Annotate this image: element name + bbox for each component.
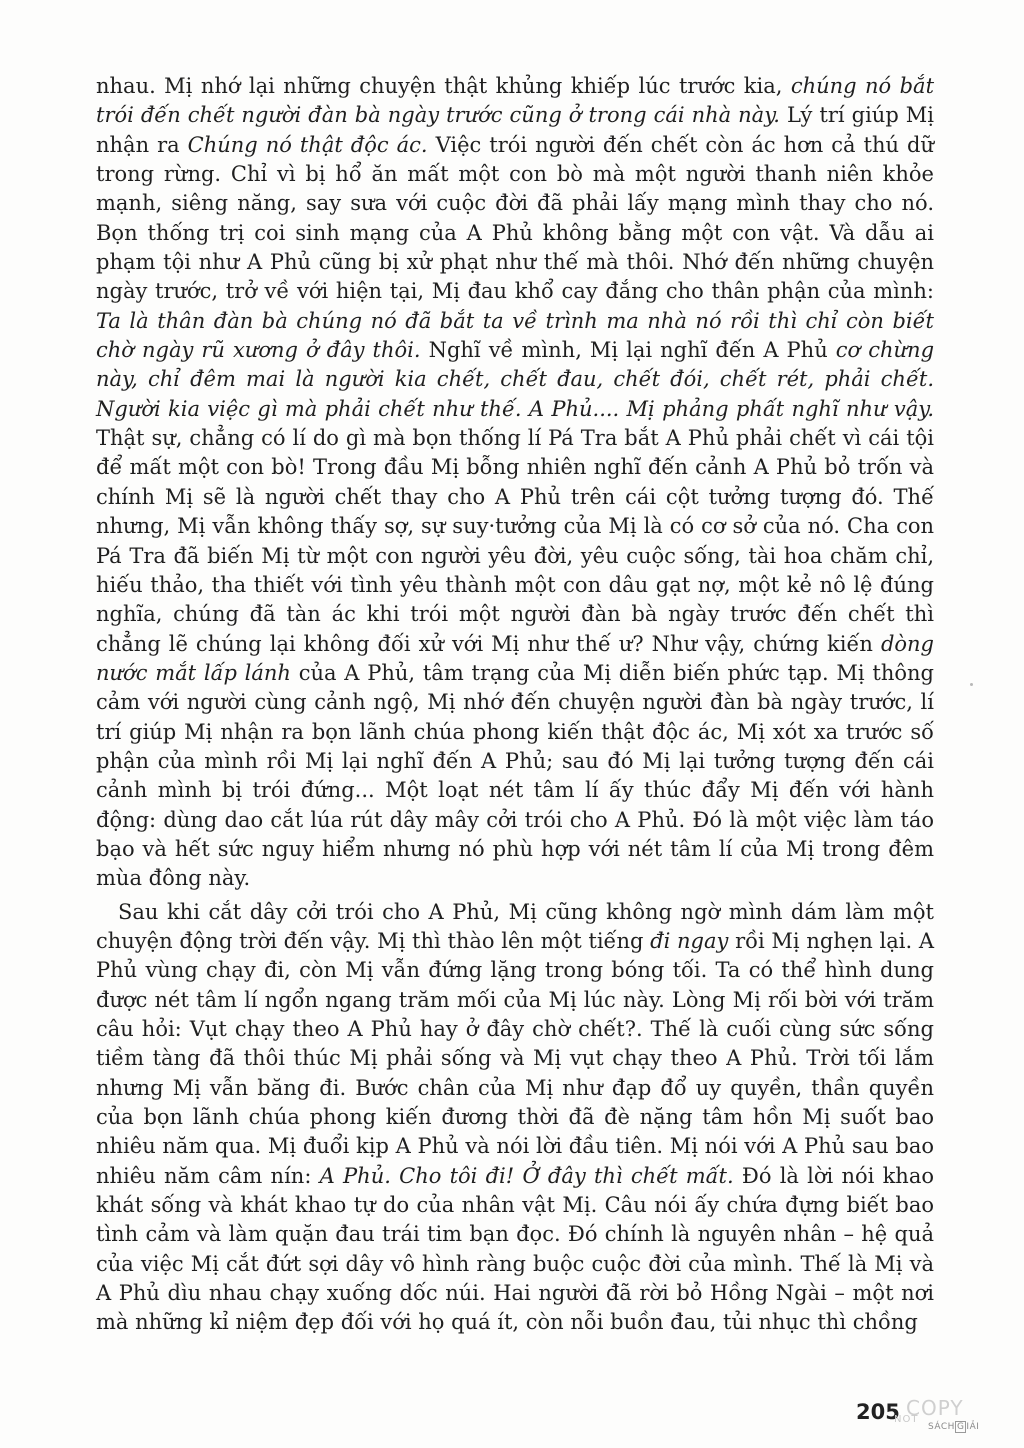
text-run: rồi Mị nghẹn lại. A Phủ vùng chạy đi, còn Mị vẫn đứng lặng trong bóng tối. Ta có thể hình dung được nét tâm lí ngổn ngang trăm mối của Mị lúc này. Lòng Mị rối bời với trăm câu hỏi: Vụt chạy theo A Phủ hay ở đây chờ chết?. Thế là cuối cùng sức sống tiềm tàng đã thôi thúc Mị phải sống và Mị vụt chạy theo A Phủ. Trời tối lắm nhưng Mị vẫn băng đi. Bước chân của Mị như đạp đổ uy quyền, thần quyền của bọn lãnh chúa phong kiến đương thời đã đè nặng tâm hồn Mị suốt bao nhiêu năm qua. Mị đuổi kịp A Phủ và nói lời đầu tiên. Mị nói với A Phủ sau bao nhiêu năm câm nín:	[96, 928, 935, 1188]
watermark-brand-part: IẢI	[966, 1422, 980, 1432]
text-run: Nghĩ về mình, Mị lại nghĩ đến A Phủ	[420, 338, 836, 363]
scan-speck	[970, 683, 973, 686]
text-run: của A Phủ, tâm trạng của Mị diễn biến phức tạp. Mị thông cảm với người cùng cảnh ngộ, Mị nhớ đến chuyện người đàn bà ngày trước, lí trí giúp Mị nhận ra bọn lãnh chúa phong kiến thật độc ác, Mị xót xa trước số phận của mình rồi Mị lại nghĩ đến A Phủ; sau đó Mị lại tưởng tượng đến cái cảnh mình bị trói đứng... Một loạt nét tâm lí ấy thúc đẩy Mị đến với hành động: dùng dao cắt lúa rút dây mây cởi trói cho A Phủ. Đó là một việc làm táo bạo và hết sức nguy hiểm nhưng nó phù hợp với nét tâm lí của Mị trong đêm mùa đông này.	[96, 660, 934, 891]
paragraph	[96, 898, 934, 1338]
watermark-brand-part: SÁCH	[928, 1422, 955, 1432]
page-footer	[856, 1394, 1006, 1438]
page-number: 205	[856, 1400, 900, 1424]
italic-quote: Chúng nó thật độc ác.	[187, 132, 428, 157]
text-run: Lý trí giúp Mị nhận ra	[96, 103, 935, 157]
italic-quote: A Phủ. Cho tôi đi! Ở đây thì chết mất.	[319, 1163, 734, 1188]
watermark-not-text: NOT	[894, 1414, 919, 1425]
watermark-brand	[928, 1422, 979, 1432]
italic-quote: dòng nước mắt lấp lánh	[96, 631, 934, 685]
body-text	[96, 72, 934, 1338]
italic-quote: cơ chừng này, chỉ đêm mai là người kia chết, chết đau, chết đói, chết rét, phải chết. Người kia việc gì mà phải chết như thế. A Phủ.... Mị phảng phất nghĩ như vậy.	[96, 338, 935, 421]
italic-quote: đi ngay	[650, 928, 729, 953]
text-run: Đó là lời nói khao khát sống và khát khao tự do của nhân vật Mị. Câu nói ấy chứa đựng biết bao tình cảm và làm quặn đau trái tim bạn đọc. Đó chính là nguyên nhân – hệ quả của việc Mị cắt đứt sợi dây vô hình ràng buộc cuộc đời của mình. Thế là Mị và A Phủ dìu nhau chạy xuống dốc núi. Hai người đã rời bỏ Hồng Ngài – một nơi mà những kỉ niệm đẹp đối với họ quá ít, còn nỗi buồn đau, tủi nhục thì chồng	[96, 1163, 934, 1335]
text-run: Thật sự, chẳng có lí do gì mà bọn thống lí Pá Tra bắt A Phủ phải chết vì cái tội để mất một con bò! Trong đầu Mị bỗng nhiên nghĩ đến cảnh A Phủ bỏ trốn và chính Mị sẽ là người chết thay cho A Phủ trên cái cột tưởng tượng đó. Thế nhưng, Mị vẫn không thấy sợ, sự suy·tưởng của Mị là có cơ sở của nó. Cha con Pá Tra đã biến Mị từ một con người yêu đời, yêu cuộc sống, tài hoa chăm chỉ, hiếu thảo, tha thiết với tình yêu thành một con dâu gạt nợ, một kẻ nô lệ đúng nghĩa, chúng đã tàn ác khi trói một người đàn bà ngày trước đến chết thì chẳng lẽ chúng lại không đối xử với Mị như thế ư? Như vậy, chứng kiến	[96, 426, 934, 656]
text-run: Sau khi cắt dây cởi trói cho A Phủ, Mị cũng không ngờ mình dám làm một chuyện động trời đến vậy. Mị thì thào lên một tiếng	[96, 899, 934, 953]
paragraph	[96, 72, 934, 894]
text-run: Việc trói người đến chết còn ác hơn cả thú dữ trong rừng. Chỉ vì bị hổ ăn mất một con bò mà một người thanh niên khỏe mạnh, siêng năng, say sưa với cuộc đời đã phải lấy mạng mình thay cho nó. Bọn thống trị coi sinh mạng của A Phủ không bằng một con vật. Và dẫu ai phạm tội như A Phủ cũng bị xử phạt như thế mà thôi. Nhớ đến những chuyện ngày trước, trở về với hiện tại, Mị đau khổ cay đắng cho thân phận của mình:	[96, 132, 934, 304]
italic-quote: chúng nó bắt trói đến chết người đàn bà ngày trước cũng ở trong cái nhà này.	[96, 74, 935, 128]
watermark-copy-text: COPY	[906, 1396, 964, 1420]
watermark-brand-boxed-letter: G	[956, 1422, 965, 1432]
watermark-logo	[894, 1396, 994, 1436]
italic-quote: Ta là thân đàn bà chúng nó đã bắt ta về trình ma nhà nó rồi thì chỉ còn biết chờ ngày rũ xương ở đây thôi.	[96, 308, 934, 363]
text-run: nhau. Mị nhớ lại những chuyện thật khủng khiếp lúc trước kia,	[96, 74, 791, 98]
